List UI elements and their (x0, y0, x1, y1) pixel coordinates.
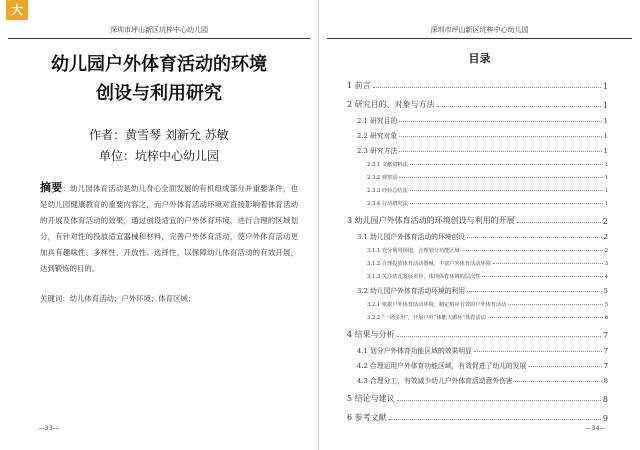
toc-entry-label: 3.1.3 关注幼儿发展差异，体现体育环境的层次性 (367, 274, 481, 280)
toc-leader-dots (474, 351, 602, 352)
toc-entry[interactable] (347, 181, 608, 194)
toc-entry-label: 3.2.1 依据户外体育活动环境，制定相应有效的户外体育活动 (367, 302, 507, 308)
toc-title: 目录 (468, 52, 491, 65)
toc-leader-dots (437, 106, 601, 107)
toc-entry-label: 2.3 研究方法 (357, 147, 398, 155)
toc-entry-label: 4.3 合理分工，有效减少幼儿户外体育活动意外伤害 (357, 377, 513, 385)
toc-entry[interactable] (347, 226, 608, 241)
toc-entry-label: 2.2 研究对象 (357, 132, 398, 140)
toc-leader-dots (528, 366, 601, 367)
toc-entry-page: 9 (602, 414, 608, 423)
toc-leader-dots (397, 400, 601, 401)
toc-leader-dots (493, 263, 603, 264)
paper-title-line-1: 幼儿园户外体育活动的环境 (51, 54, 267, 75)
toc-entry[interactable] (347, 241, 608, 254)
toc-entry-label: 3 幼儿园户外体育活动的环境创设与利用的开展 (347, 216, 515, 225)
toc-entry-page: 1 (604, 175, 608, 181)
toc-list (347, 72, 608, 423)
toc-entry[interactable] (347, 267, 608, 280)
toc-entry-label: 3.2 幼儿园户外体育活动环境的利用 (357, 287, 466, 295)
left-page (0, 0, 319, 450)
left-header: 深圳市坪山新区坑梓中心幼儿园 (8, 22, 310, 39)
toc-entry-page: 3 (604, 261, 608, 267)
toc-leader-dots (399, 151, 602, 152)
toc-entry-label: 3.2.2 “一场多用”，开展户外“体能大循环”体育活动 (367, 315, 486, 321)
toc-entry-page: 1 (602, 101, 608, 110)
toc-entry-page: 5 (604, 302, 608, 308)
abstract-label: 摘要 (40, 181, 63, 194)
toc-entry-page: 2 (602, 217, 608, 226)
toc-entry-page: 6 (604, 315, 608, 321)
toc-leader-dots (517, 222, 601, 223)
toc-entry-label: 3.1 幼儿园户外体育活动的环境创设 (357, 233, 466, 241)
toc-entry[interactable] (347, 308, 608, 321)
toc-leader-dots (389, 419, 601, 420)
toc-leader-dots (462, 250, 603, 251)
toc-entry-page: 1 (604, 201, 608, 207)
toc-entry[interactable] (347, 91, 608, 110)
toc-entry-label: 6 参考文献 (347, 413, 387, 422)
toc-entry-page: 4 (604, 274, 608, 280)
toc-entry-page: 2 (604, 248, 608, 254)
toc-entry-label: 2.3.3 经验总结法 (367, 188, 408, 194)
toc-entry[interactable] (347, 254, 608, 267)
toc-entry-page: 1 (603, 117, 608, 125)
toc-entry-label: 4.2 合理运用户外体育功能区域，有效促进了幼儿的发展 (357, 362, 527, 370)
toc-entry-page: 7 (603, 362, 608, 370)
toc-entry-page: 7 (603, 347, 608, 355)
corner-mark: 大 (6, 0, 28, 20)
toc-entry-label: 2 研究目的、对象与方法 (347, 100, 435, 109)
toc-entry-page: 2 (603, 233, 608, 241)
toc-entry[interactable] (347, 340, 608, 355)
toc-entry[interactable] (347, 321, 608, 340)
toc-entry-page: 7 (602, 331, 608, 340)
right-page-number: —34— (584, 424, 606, 432)
toc-entry[interactable] (347, 207, 608, 226)
toc-entry-page: 5 (603, 287, 608, 295)
toc-entry-page: 1 (603, 147, 608, 155)
toc-entry-label: 1 前言 (347, 81, 371, 90)
toc-entry-label: 2.3.1 文献资料法 (367, 162, 408, 168)
toc-entry-label: 2.3.4 行动研究法 (367, 201, 408, 207)
keywords: 关键词：幼儿体育活动；户外环境；体育区域； (40, 294, 196, 303)
toc-entry[interactable] (347, 404, 608, 423)
toc-entry-page: 1 (603, 132, 608, 140)
toc-entry[interactable] (347, 125, 608, 140)
toc-leader-dots (410, 203, 603, 204)
toc-entry-page: 8 (602, 395, 608, 404)
toc-entry[interactable] (347, 280, 608, 295)
toc-entry[interactable] (347, 140, 608, 155)
toc-entry[interactable] (347, 110, 608, 125)
toc-entry-page: 1 (604, 188, 608, 194)
toc-leader-dots (373, 87, 601, 88)
toc-entry-page: 1 (602, 82, 608, 91)
toc-entry[interactable] (347, 370, 608, 385)
toc-entry-page: 8 (603, 377, 608, 385)
toc-leader-dots (508, 304, 602, 305)
abstract-text: ：幼儿园体育活动是幼儿身心全面发展的有机组成部分并重要条件，也是幼儿园健康教育的重要内容之，而户外体育活动环境对直接影响着体育活动的开展及体育活动的效果，通过创设适宜的户外体育环境，进行合理的区域划分，有针对性的投放适宜器械和材料，完善户外体育活动，使户外体育活动更加具有趣味性、多样性、开放性、选择性，以保障幼儿体育活动的有效开展，达到锻炼的目的。 (40, 184, 298, 273)
left-page-number: —33— (38, 424, 60, 432)
right-header: 深圳市坪山新区坑梓中心幼儿园 (327, 22, 632, 39)
toc-leader-dots (399, 136, 602, 137)
toc-entry[interactable] (347, 385, 608, 404)
toc-entry-label: 4 结果与分析 (347, 330, 395, 339)
toc-entry-label: 2.1 研究目的 (357, 117, 398, 125)
toc-entry-label: 4.1 划分户外体育功能区域的效果明显 (357, 347, 472, 355)
affiliation: 单位：坑梓中心幼儿园 (98, 149, 219, 163)
toc-leader-dots (488, 317, 603, 318)
toc-entry[interactable] (347, 295, 608, 308)
toc-leader-dots (467, 291, 602, 292)
toc-entry-page: 1 (604, 162, 608, 168)
toc-entry-label: 3.1.1 充分利用场地，合理划分功能区域 (367, 248, 460, 254)
toc-leader-dots (410, 164, 603, 165)
toc-leader-dots (397, 336, 601, 337)
toc-entry[interactable] (347, 168, 608, 181)
toc-entry[interactable] (347, 72, 608, 91)
right-page (319, 0, 640, 450)
toc-entry[interactable] (347, 355, 608, 370)
toc-leader-dots (399, 177, 602, 178)
toc-leader-dots (410, 190, 603, 191)
toc-leader-dots (482, 276, 602, 277)
toc-entry-label: 3.1.2 合理投放体育活动器械，丰富户外体育活动环境 (367, 261, 491, 267)
toc-entry[interactable] (347, 155, 608, 168)
authors: 作者：黄雪琴 刘新允 苏敏 (89, 128, 229, 142)
toc-leader-dots (515, 381, 602, 382)
toc-entry-label: 5 结论与建议 (347, 394, 395, 403)
toc-leader-dots (399, 121, 602, 122)
abstract (40, 180, 298, 277)
paper-title-line-2: 创设与利用研究 (96, 83, 222, 104)
toc-entry[interactable] (347, 194, 608, 207)
toc-leader-dots (467, 237, 602, 238)
toc-entry-label: 2.3.2 观察法 (367, 175, 398, 181)
